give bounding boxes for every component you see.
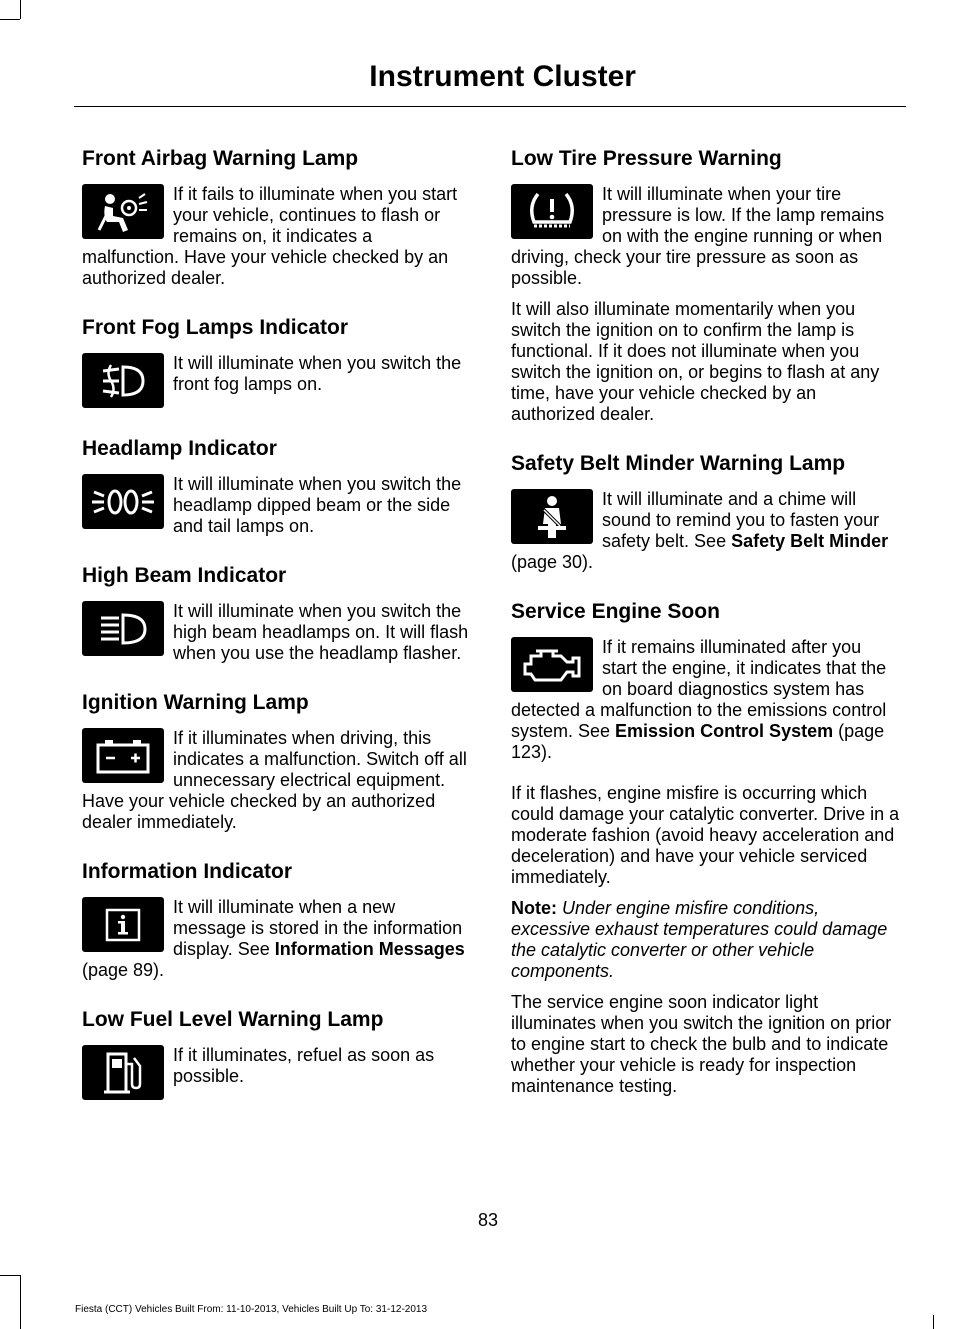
section-text: It will illuminate when a new message is stored in the information display. See	[173, 897, 463, 959]
section-ignition	[82, 690, 472, 833]
section-paragraph: The service engine soon indicator light illuminates when you switch the ignition on prior to engine start to check the bulb and to indicate whether your vehicle is ready for inspection maintenance testing.	[511, 992, 892, 1096]
section-title: Information Indicator	[82, 860, 292, 883]
section-text: It will illuminate when you switch the headlamp dipped beam or the side and tail lamps on.	[173, 474, 462, 536]
section-text: It will illuminate when you switch the front fog lamps on.	[173, 353, 462, 394]
page-title: Instrument Cluster	[369, 60, 636, 93]
high-beam-icon	[82, 601, 164, 656]
section-title: High Beam Indicator	[82, 564, 287, 587]
section-title: Ignition Warning Lamp	[82, 691, 309, 714]
battery-icon	[82, 728, 164, 783]
section-text: If it remains illuminated after you start the engine, it indicates that the on board diagnostics system has detected a malfunction to the emissions control system. See	[511, 637, 887, 741]
section-text: If it illuminates when driving, this indicates a malfunction. Switch off all unnecessary electrical equipment. Have your vehicle checked by an authorized dealer immediately.	[82, 728, 467, 832]
section-headlamp	[82, 436, 472, 537]
tire-pressure-icon	[511, 184, 593, 239]
engine-icon	[511, 637, 593, 692]
section-title: Safety Belt Minder Warning Lamp	[511, 452, 846, 475]
section-paragraph: If it flashes, engine misfire is occurring which could damage your catalytic converter. Drive in a moderate fashion (avoid heavy acceleration and deceleration) and have your vehicle serviced immediately.	[511, 783, 900, 887]
section-front-fog	[82, 315, 472, 410]
section-service-engine	[511, 599, 901, 1097]
crop-mark	[20, 1315, 21, 1329]
section-title: Front Fog Lamps Indicator	[82, 316, 348, 339]
note-label: Note:	[511, 898, 557, 918]
section-title: Low Tire Pressure Warning	[511, 147, 782, 170]
note-text: Under engine misfire conditions, excessive exhaust temperatures could damage the catalytic converter or other vehicle components.	[511, 898, 888, 981]
section-safety-belt	[511, 451, 901, 573]
fuel-pump-icon	[82, 1045, 164, 1100]
section-text: If it illuminates, refuel as soon as possible.	[173, 1045, 435, 1086]
information-icon	[82, 897, 164, 952]
section-text: It will illuminate when your tire pressure is low. If the lamp remains on with the engine running or when driving, check your tire pressure as soon as possible.	[511, 184, 885, 288]
section-information	[82, 859, 472, 981]
section-text-page: (page 89).	[82, 960, 165, 980]
section-text: It will illuminate and a chime will sound to remind you to fasten your safety belt. See	[602, 489, 880, 551]
left-column	[82, 146, 472, 1128]
section-low-tire	[511, 146, 901, 425]
crop-mark	[20, 0, 21, 19]
note-paragraph	[511, 898, 901, 982]
section-text: If it fails to illuminate when you start your vehicle, continues to flash or remains on, it indicates a malfunction. Have your vehicle checked by an authorized dealer.	[82, 184, 458, 288]
section-title: Headlamp Indicator	[82, 437, 277, 460]
section-high-beam	[82, 563, 472, 664]
section-title: Service Engine Soon	[511, 600, 720, 623]
title-divider	[74, 106, 906, 107]
seat-belt-icon	[511, 489, 593, 544]
cross-reference-link[interactable]: Safety Belt Minder	[731, 531, 889, 551]
section-text-page: (page 30).	[511, 552, 594, 572]
crop-mark	[0, 1275, 20, 1276]
right-column	[511, 146, 901, 1123]
section-low-fuel	[82, 1007, 472, 1102]
footer-text: Fiesta (CCT) Vehicles Built From: 11-10-2013, Vehicles Built Up To: 31-12-2013	[75, 1304, 428, 1315]
cross-reference-link[interactable]: Information Messages	[274, 939, 465, 959]
section-front-airbag	[82, 146, 472, 289]
section-title: Low Fuel Level Warning Lamp	[82, 1008, 384, 1031]
crop-mark	[0, 19, 20, 20]
crop-mark	[933, 1315, 934, 1329]
section-text: It will illuminate when you switch the high beam headlamps on. It will flash when you use the headlamp flasher.	[173, 601, 469, 663]
cross-reference-link[interactable]: Emission Control System	[615, 721, 834, 741]
page-number: 83	[478, 1210, 499, 1230]
section-title: Front Airbag Warning Lamp	[82, 147, 359, 170]
headlamp-icon	[82, 474, 164, 529]
airbag-warning-icon	[82, 184, 164, 239]
front-fog-lamp-icon	[82, 353, 164, 408]
section-text-page: (page 123).	[511, 721, 885, 762]
section-paragraph: It will also illuminate momentarily when you switch the ignition on to confirm the lamp is functional. If it does not illuminate when you switch the ignition on, or begins to flash at any time, have your vehicle checked by an authorized dealer.	[511, 299, 880, 424]
